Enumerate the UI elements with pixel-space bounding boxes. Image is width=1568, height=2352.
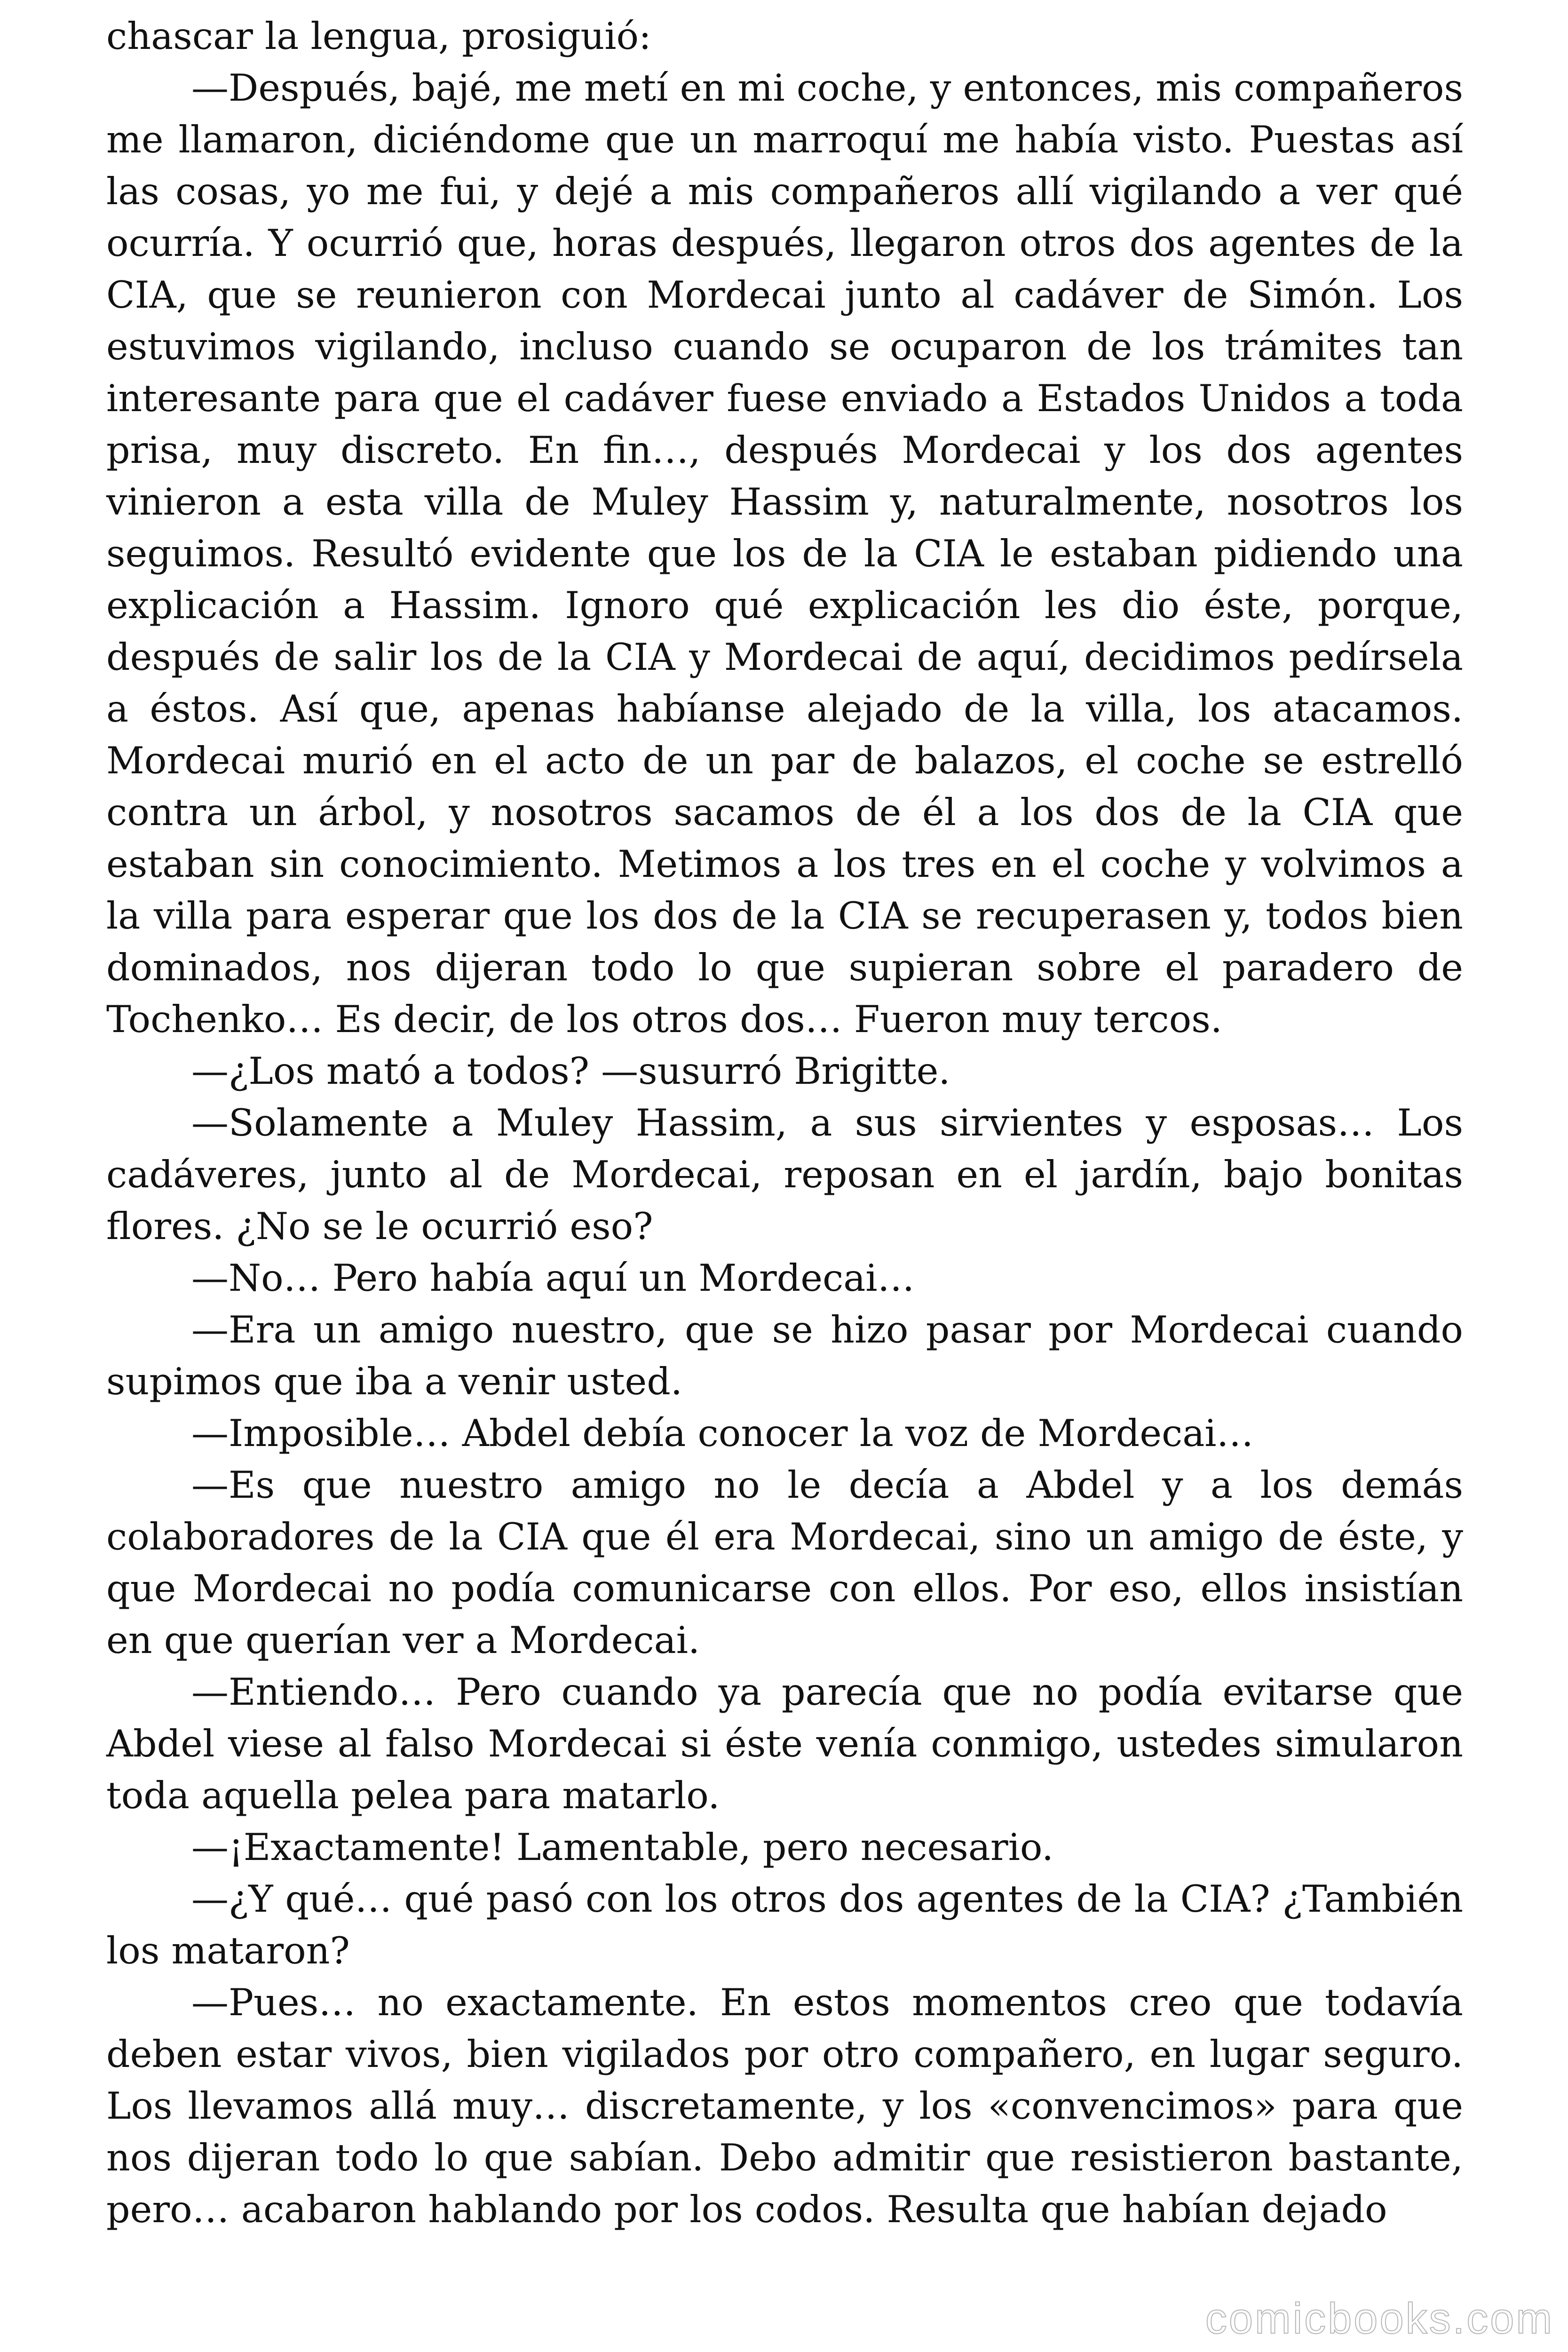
paragraph-2: —Después, bajé, me metí en mi coche, y entonces, mis compañeros me llamaron, diciéndome que un marroquí me había visto. Puestas así las cosas, yo me fui, y dejé a mis compañeros allí vigilando a ver qué ocurría. Y ocurrió que, horas después, llegaron otros dos agentes de la CIA, que se reunieron con Mordecai junto al cadáver de Simón. Los estuvimos vigilando, incluso cuando se ocuparon de los trámites tan interesante para que el cadáver fuese enviado a Estados Unidos a toda prisa, muy discreto. En fin…, después Mordecai y los dos agentes vinieron a esta villa de Muley Hassim y, naturalmente, nosotros los seguimos. Resultó evidente que los de la CIA le estaban pidiendo una explicación a Hassim. Ignoro qué explicación les dio éste, porque, después de salir los de la CIA y Mordecai de aquí, decidimos pedírsela a éstos. Así que, apenas habíanse alejado de la villa, los atacamos. Mordecai murió en el acto de un par de balazos, el coche se estrelló contra un árbol, y nosotros sacamos de él a los dos de la CIA que estaban sin conocimiento. Metimos a los tres en el coche y volvimos a la villa para esperar que los dos de la CIA se recuperasen y, todos bien dominados, nos dijeran todo lo que supieran sobre el paradero de Tochenko… Es decir, de los otros dos… Fueron muy tercos. <box>106 66 1463 1041</box>
watermark: comicbooks.com <box>1205 2295 1554 2343</box>
paragraph-9: —Entiendo… Pero cuando ya parecía que no podía evitarse que Abdel viese al falso Mordecai si éste venía conmigo, ustedes simularon toda aquella pelea para matarlo. <box>106 1670 1463 1817</box>
paragraph-7: —Imposible… Abdel debía conocer la voz de Mordecai… <box>191 1412 1254 1455</box>
paragraph-11: —¿Y qué… qué pasó con los otros dos agentes de la CIA? ¿También los mataron? <box>106 1877 1463 1972</box>
paragraph-3: —¿Los mató a todos? —susurró Brigitte. <box>191 1049 950 1093</box>
paragraph-1: chascar la lengua, prosiguió: <box>106 15 651 58</box>
paragraph-4: —Solamente a Muley Hassim, a sus sirvientes y esposas… Los cadáveres, junto al de Mordecai, reposan en el jardín, bajo bonitas flores. ¿No se le ocurrió eso? <box>106 1101 1463 1248</box>
paragraph-10: —¡Exactamente! Lamentable, pero necesario. <box>191 1826 1054 1869</box>
page-body <box>106 10 1463 2235</box>
paragraph-8: —Es que nuestro amigo no le decía a Abdel y a los demás colaboradores de la CIA que él era Mordecai, sino un amigo de éste, y que Mordecai no podía comunicarse con ellos. Por eso, ellos insistían en que querían ver a Mordecai. <box>106 1463 1463 1662</box>
paragraph-6: —Era un amigo nuestro, que se hizo pasar por Mordecai cuando supimos que iba a venir usted. <box>106 1308 1463 1403</box>
paragraph-5: —No… Pero había aquí un Mordecai… <box>191 1256 915 1300</box>
paragraph-12: —Pues… no exactamente. En estos momentos creo que todavía deben estar vivos, bien vigilados por otro compañero, en lugar seguro. Los llevamos allá muy… discretamente, y los «convencimos» para que nos dijeran todo lo que sabían. Debo admitir que resistieron bastante, pero… acabaron hablando por los codos. Resulta que habían dejado <box>106 1981 1463 2231</box>
